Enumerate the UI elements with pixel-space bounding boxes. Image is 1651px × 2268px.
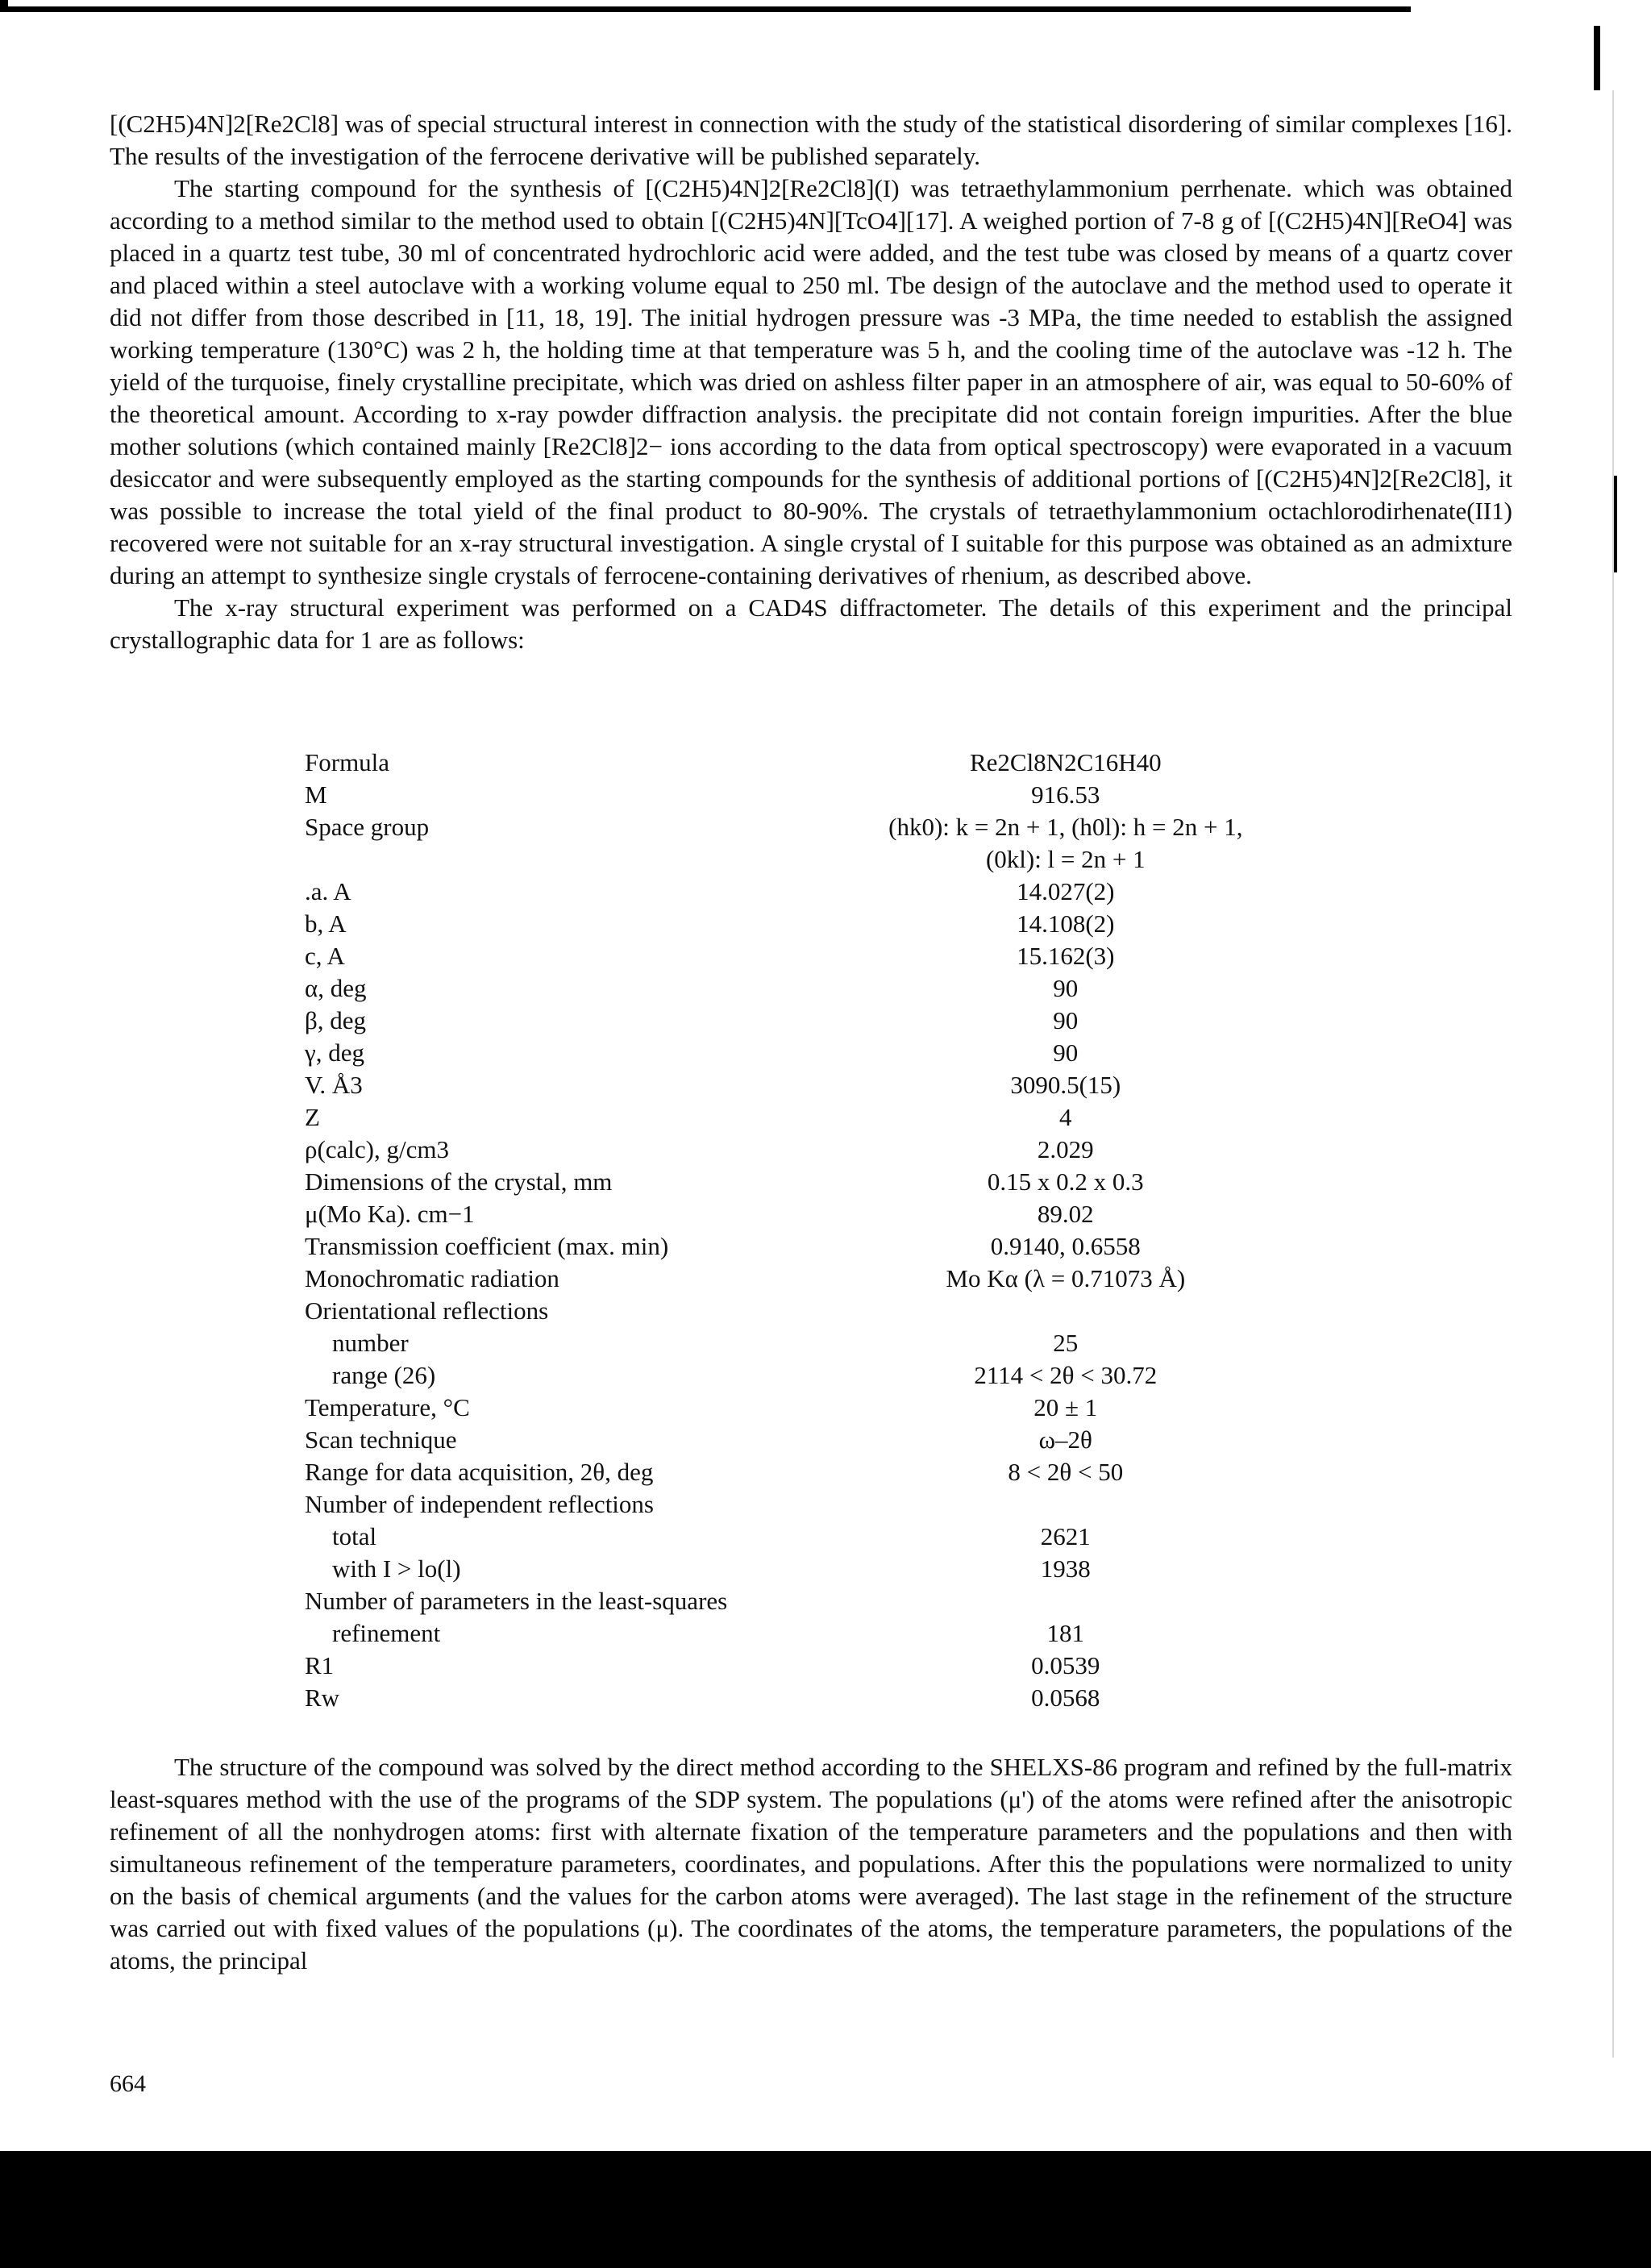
param-label: Temperature, °C [305,1393,470,1421]
paragraph-4-text: The structure of the compound was solved by the direct method according to the SHELXS-86 program and refined by the full-matrix least-squares method with the use of the programs of the SDP system. The populations (μ') of the atoms were refined after the anisotropic refinement of all the nonhydrogen atoms: first with alternate fixation of the temperature parameters and the populations and then with simultaneous refinement of the temperature parameters, coordinates, and populations. After this the populations were normalized to unity on the basis of chemical arguments (and the values for the carbon atoms were averaged). The last stage in the refinement of the structure was carried out with fixed values of the populations (μ). The coordinates of the atoms, the temperature parameters, the populations of the atoms, the principal [110,1753,1512,1975]
param-value: Mo Kα (λ = 0.71073 Å) [946,1264,1186,1292]
bottom-scan-border [0,2151,1651,2268]
param-label: Z [305,1103,320,1131]
param-value: 0.0539 [1031,1651,1100,1679]
param-label: Monochromatic radiation [305,1264,559,1292]
table-row [305,813,1353,845]
table-row [305,877,1353,909]
param-label: Number of parameters in the least-squares [305,1587,728,1615]
param-value: 0.0568 [1031,1683,1100,1712]
table-row [305,1038,1353,1071]
param-value: 14.108(2) [1017,909,1115,938]
param-value: 1938 [1040,1554,1091,1583]
table-row [305,1490,1353,1522]
crystal-data-table [305,748,1353,1716]
table-row [305,1006,1353,1038]
param-label: total [332,1522,377,1550]
param-value: 916.53 [1031,780,1100,809]
table-row [305,1425,1353,1458]
paragraph-1: [(C2H5)4N]2[Re2Cl8] was of special structural interest in connection with the study of the statistical disordering of similar complexes [16]. The results of the investigation of the ferrocene derivative will be published separately. [110,110,1512,170]
table-row [305,1587,1353,1619]
page-number: 664 [110,2070,146,2097]
table-row [305,1651,1353,1683]
table-row [305,942,1353,974]
param-value: (0kl): l = 2n + 1 [985,845,1146,873]
param-value: 90 [1053,1038,1079,1067]
table-row [305,1103,1353,1135]
table-row [305,1296,1353,1329]
param-value: 181 [1046,1619,1085,1647]
param-value: 3090.5(15) [1010,1071,1121,1099]
param-label: β, deg [305,1006,367,1034]
param-label: Number of independent reflections [305,1490,654,1518]
table-row [305,909,1353,942]
param-value: (hk0): k = 2n + 1, (h0l): h = 2n + 1, [888,813,1243,841]
paragraph-3: The x-ray structural experiment was performed on a CAD4S diffractometer. The details of this experiment and the principal crystallographic data for 1 are as follows: [110,593,1512,654]
param-label: c, A [305,942,345,970]
param-value: 15.162(3) [1017,942,1115,970]
table-row [305,1135,1353,1167]
table-row [305,1200,1353,1232]
param-value: 90 [1053,974,1079,1002]
table-row [305,1264,1353,1296]
table-row [305,1329,1353,1361]
param-label: refinement [332,1619,441,1647]
param-label: μ(Mo Ka). cm−1 [305,1200,475,1228]
param-value [779,1490,1353,1522]
table-row [305,1232,1353,1264]
param-value [779,1296,1353,1329]
param-value: 20 ± 1 [1033,1393,1098,1421]
param-label: number [332,1329,409,1357]
margin-mark-middle [1614,476,1617,572]
param-label: Orientational reflections [305,1296,549,1325]
param-value: 0.15 x 0.2 x 0.3 [987,1167,1144,1196]
table-row [305,748,1353,780]
paragraph-2: The starting compound for the synthesis of [(C2H5)4N]2[Re2Cl8](I) was tetraethylammonium perrhenate. which was obtained according to a method similar to the method used to obtain [(C2H5)4N][TcO4][17]. A weighed portion of 7-8 g of [(C2H5)4N][ReO4] was placed in a quartz test tube, 30 ml of concentrated hydrochloric acid were added, and the test tube was closed by means of a quartz cover and placed within a steel autoclave with a working volume equal to 250 ml. Tbe design of the autoclave and the method used to operate it did not differ from those described in [11, 18, 19]. The initial hydrogen pressure was -3 MPa, the time needed to establish the assigned working temperature (130°C) was 2 h, the holding time at that temperature was 5 h, and the cooling time of the autoclave was -12 h. The yield of the turquoise, finely crystalline precipitate, which was dried on ashless filter paper in an atmosphere of air, was equal to 50-60% of the theoretical amount. According to x-ray powder diffraction analysis. the precipitate did not contain foreign impurities. After the blue mother solutions (which contained mainly [Re2Cl8]2− ions according to the data from optical spectroscopy) were evaporated in a vacuum desiccator and were subsequently employed as the starting compounds for the synthesis of additional portions of [(C2H5)4N]2[Re2Cl8], it was possible to increase the total yield of the final product to 80-90%. The crystals of tetraethylammonium octachlorodirhenate(II1) recovered were not suitable for an x-ray structural investigation. A single crystal of I suitable for this purpose was obtained as an admixture during an attempt to synthesize single crystals of ferrocene-containing derivatives of rhenium, as described above. [110,174,1512,589]
param-value: 90 [1053,1006,1079,1034]
param-label: Space group [305,813,430,841]
param-label: Dimensions of the crystal, mm [305,1167,613,1196]
param-value: 0.9140, 0.6558 [990,1232,1141,1260]
param-label: Transmission coefficient (max. min) [305,1232,669,1260]
param-label: b, A [305,909,347,938]
table-row [305,1393,1353,1425]
table-row [305,1554,1353,1587]
param-value: 2621 [1040,1522,1091,1550]
param-value: ω–2θ [1038,1425,1092,1454]
param-label: γ, deg [305,1038,364,1067]
table-row [305,780,1353,813]
table-row [305,1619,1353,1651]
param-label: .a. A [305,877,351,905]
margin-scan-line [1612,90,1614,2058]
crystallographic-data [305,748,1353,1716]
param-value: 8 < 2θ < 50 [1008,1458,1124,1486]
param-label [305,845,779,877]
param-value: 2.029 [1037,1135,1094,1163]
param-value: Re2Cl8N2C16H40 [969,748,1162,776]
param-value: 89.02 [1037,1200,1094,1228]
param-value: 25 [1053,1329,1079,1357]
param-label: M [305,780,327,809]
param-label: with I > lo(l) [332,1554,461,1583]
param-label: ρ(calc), g/cm3 [305,1135,449,1163]
param-label: V. Å3 [305,1071,363,1099]
param-label: Range for data acquisition, 2θ, deg [305,1458,654,1486]
param-label: range (26) [332,1361,436,1389]
table-row [305,1458,1353,1490]
table-row [305,974,1353,1006]
table-row [305,1071,1353,1103]
param-label: Scan technique [305,1425,457,1454]
table-row [305,1683,1353,1716]
param-label: Rw [305,1683,340,1712]
param-value: 2114 < 2θ < 30.72 [974,1361,1158,1389]
param-value [779,1587,1353,1619]
table-row [305,845,1353,877]
table-row [305,1167,1353,1200]
table-row [305,1361,1353,1393]
article-body [110,108,1512,656]
param-value: 14.027(2) [1017,877,1115,905]
param-value: 4 [1059,1103,1072,1131]
top-rule [0,6,1411,12]
paragraph-4 [110,1751,1512,1977]
margin-mark-top [1594,26,1600,90]
param-label: α, deg [305,974,367,1002]
param-label: R1 [305,1651,335,1679]
param-label: Formula [305,748,390,776]
table-row [305,1522,1353,1554]
